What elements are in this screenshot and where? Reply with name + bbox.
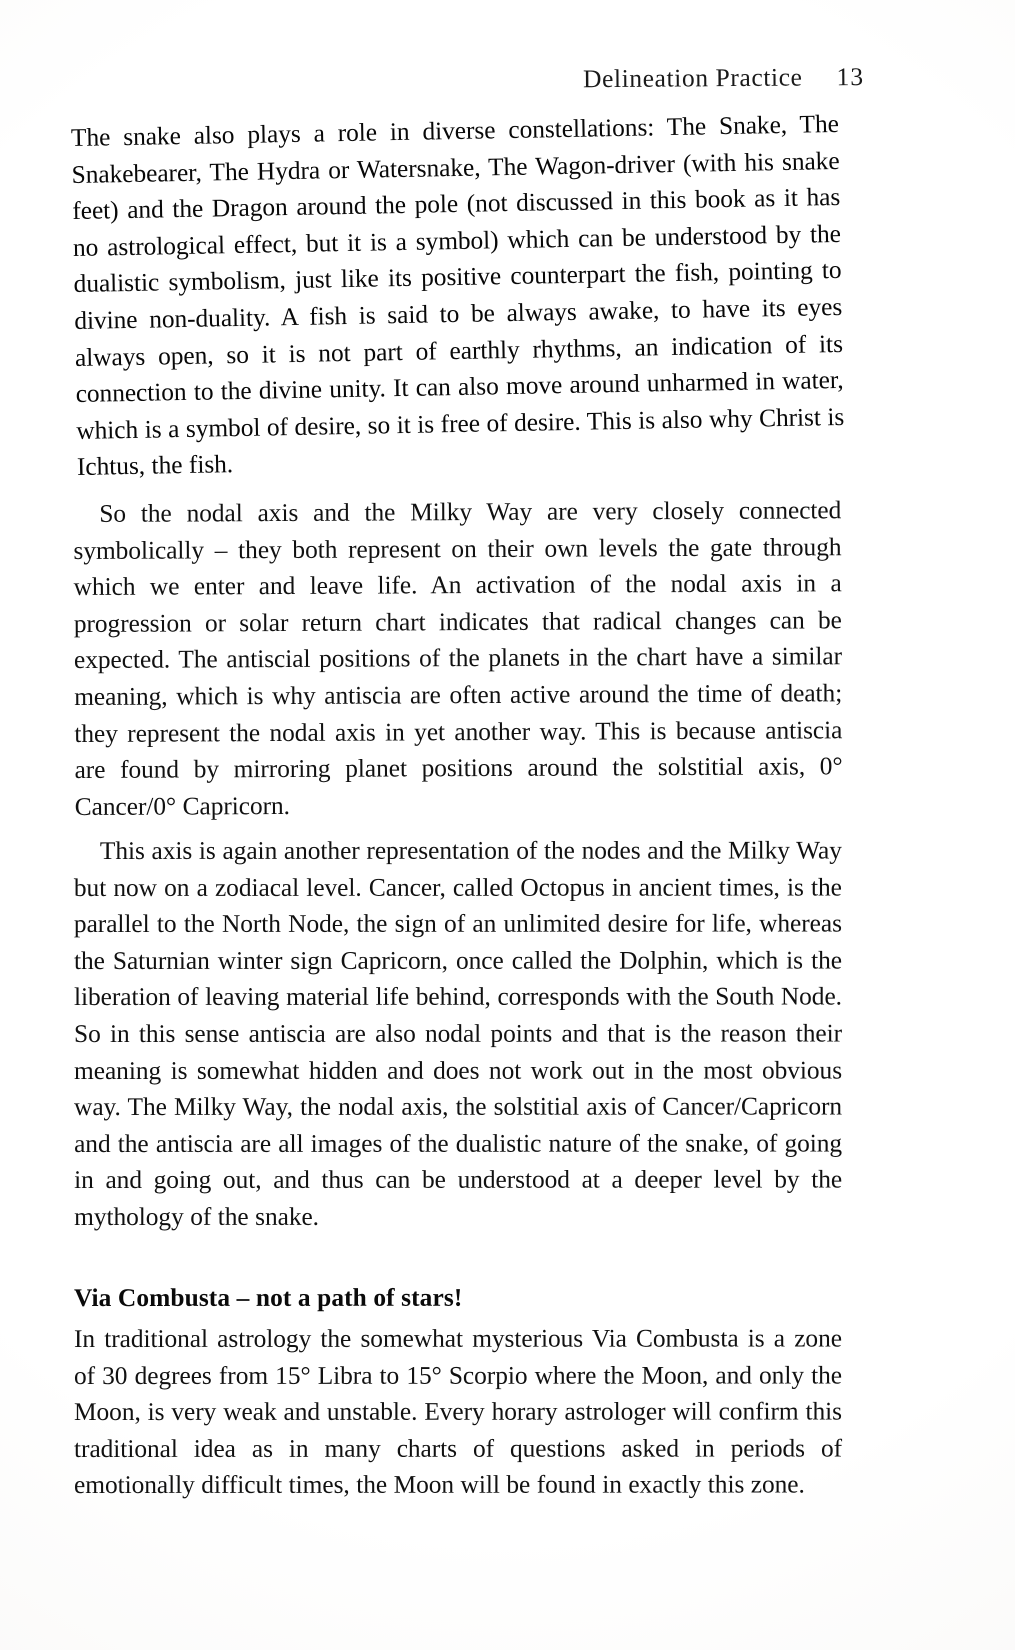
section-heading-block [74, 1279, 842, 1316]
paragraph-block-1 [71, 106, 846, 486]
section-heading-via-combusta: Via Combusta – not a path of stars! [73, 1283, 463, 1312]
paragraph-snake-constellations: The snake also plays a role in diverse constellations: The Snake, The Snakebearer, The Hydra or Watersnake, The Wagon-driver (with his snake feet) and the Dragon around the pole (not discussed in this book as it has no astrological effect, but it is a symbol) which can be understood by the dualistic symbolism, just like its positive counterpart the fish, pointing to divine non-duality. A fish is said to be always awake, to have its eyes always open, so it is not part of earthly rhythms, an indication of its connection to the divine unity. It can also move around unharmed in water, which is a symbol of desire, so it is free of desire. This is also why Christ is Ichtus, the fish. [70, 109, 845, 482]
running-head-title: Delineation Practice [582, 62, 803, 94]
page-number: 13 [836, 62, 865, 92]
running-head [74, 62, 864, 98]
paragraph-block-2 [73, 492, 843, 825]
paragraph-via-combusta: In traditional astrology the somewhat mysterious Via Combusta is a zone of 30 degrees from 15° Libra to 15° Scorpio where the Moon, and only the Moon, is very weak and unstable. Every horary astrologer will confirm this traditional idea as in many charts of questions asked in periods of emotionally difficult times, the Moon will be found in exactly this zone. [73, 1324, 843, 1500]
paragraph-block-3 [74, 833, 842, 1236]
paragraph-zodiacal-level: This axis is again another representation of the nodes and the Milky Way but now on a zodiacal level. Cancer, called Octopus in ancient times, is the parallel to the North Node, the sign of an unlimited desire for life, whereas the Saturnian winter sign Capricorn, once called the Dolphin, which is the liberation of leaving material life behind, corresponds with the South Node. So in this sense antiscia are also nodal points and that is the reason their meaning is somewhat hidden and does not work out in the most obvious way. The Milky Way, the nodal axis, the solstitial axis of Cancer/Capricorn and the antiscia are all images of the dualistic nature of the snake, of going in and going out, and thus can be understood at a deeper level by the mythology of the snake. [73, 836, 843, 1232]
body-text-column [70, 109, 845, 1504]
paragraph-nodal-axis: So the nodal axis and the Milky Way are very closely connected symbolically – they both represent on their own levels the gate through which we enter and leave life. An activation of the nodal axis in a progression or solar return chart indicates that radical changes can be expected. The antiscial positions of the planets in the chart have a similar meaning, which is why antiscia are often active around the time of death; they represent the nodal axis in yet another way. This is because antiscia are found by mirroring planet positions around the solstitial axis, 0° Cancer/0° Capricorn. [73, 496, 843, 821]
paragraph-block-4 [74, 1320, 842, 1504]
